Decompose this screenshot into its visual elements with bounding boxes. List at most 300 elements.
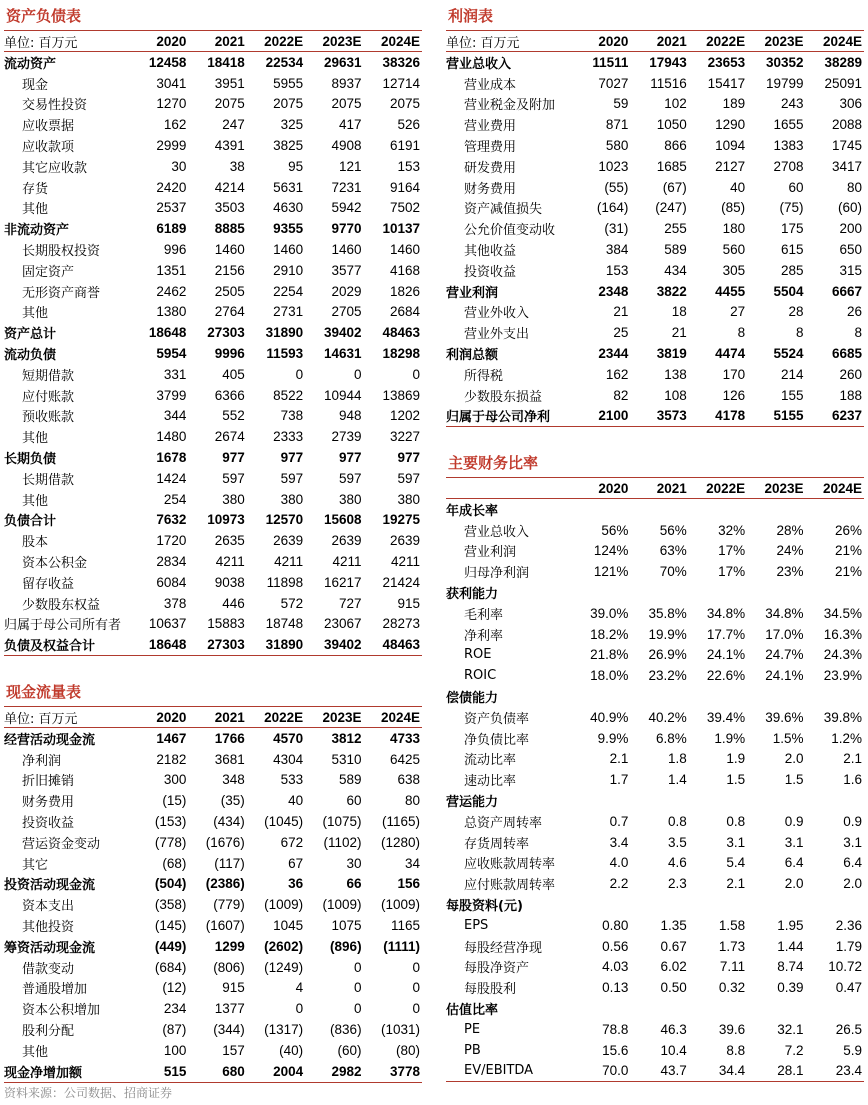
row-label: 每股净资产 bbox=[464, 961, 530, 977]
table-row bbox=[4, 874, 422, 895]
table-row bbox=[446, 541, 864, 562]
row-label: 营业总收入 bbox=[464, 524, 530, 540]
row-label: 其他收益 bbox=[464, 244, 517, 260]
value-cell: 11593 bbox=[266, 346, 304, 362]
value-cell: 16217 bbox=[324, 574, 362, 590]
value-cell: 0 bbox=[354, 980, 362, 996]
row-label: 营业利润 bbox=[446, 285, 499, 301]
value-cell: 157 bbox=[222, 1042, 245, 1058]
value-cell: 11511 bbox=[592, 54, 629, 70]
value-cell: 3503 bbox=[214, 200, 245, 216]
value-cell: 0.8 bbox=[726, 813, 746, 829]
value-cell: 2910 bbox=[273, 262, 304, 278]
value-cell: 23.4 bbox=[806, 1061, 864, 1082]
value-cell: 188 bbox=[839, 387, 862, 403]
value-cell: 4630 bbox=[273, 200, 304, 216]
value-cell: 2639 bbox=[273, 533, 304, 549]
table-row bbox=[446, 156, 864, 177]
value-cell: 580 bbox=[605, 138, 629, 154]
value-cell: 8522 bbox=[273, 387, 304, 403]
value-cell: (15) bbox=[162, 793, 187, 809]
row-label: 年成长率 bbox=[446, 503, 499, 519]
row-label: 归母净利润 bbox=[464, 566, 530, 582]
table-row bbox=[446, 218, 864, 239]
row-label: 少数股东权益 bbox=[22, 597, 101, 613]
row-label: 营业税金及附加 bbox=[464, 98, 556, 114]
value-cell: 180 bbox=[722, 221, 746, 237]
row-label: 留存收益 bbox=[22, 576, 75, 592]
value-cell: 80 bbox=[846, 179, 862, 195]
year-header: 2022E bbox=[247, 31, 305, 52]
year-header: 2024E bbox=[364, 31, 422, 52]
value-cell: 4570 bbox=[273, 730, 304, 746]
value-cell: (434) bbox=[213, 814, 245, 830]
row-label: 折旧摊销 bbox=[22, 774, 75, 790]
value-cell: 23067 bbox=[324, 616, 362, 632]
table-row bbox=[446, 936, 864, 957]
value-cell: 67 bbox=[288, 855, 304, 871]
value-cell bbox=[630, 499, 688, 520]
value-cell: 325 bbox=[280, 117, 304, 133]
value-cell: 1655 bbox=[773, 117, 804, 133]
row-label: 其他投资 bbox=[22, 920, 75, 936]
value-cell: 1270 bbox=[156, 96, 187, 112]
value-cell bbox=[747, 790, 805, 811]
table-row bbox=[4, 811, 422, 832]
table-row bbox=[446, 260, 864, 281]
value-cell: 10.4 bbox=[660, 1042, 687, 1058]
value-cell bbox=[572, 582, 630, 603]
row-label: 借款变动 bbox=[22, 961, 75, 977]
value-cell: 2420 bbox=[156, 179, 187, 195]
value-cell: 1380 bbox=[156, 304, 187, 320]
value-cell: (358) bbox=[154, 897, 187, 913]
row-label: 应付账款周转率 bbox=[464, 878, 556, 894]
value-cell: 40 bbox=[730, 179, 746, 195]
value-cell: 30 bbox=[171, 158, 187, 174]
row-label: 其他 bbox=[22, 306, 49, 322]
value-cell: 738 bbox=[280, 408, 304, 424]
value-cell bbox=[806, 686, 864, 707]
value-cell: 18.0% bbox=[590, 668, 629, 684]
year-header: 2020 bbox=[130, 31, 188, 52]
table-row bbox=[4, 322, 422, 343]
value-cell: 4211 bbox=[390, 554, 420, 570]
value-cell: 28.1 bbox=[747, 1061, 805, 1082]
row-label: ROIC bbox=[464, 668, 497, 684]
value-cell bbox=[747, 582, 805, 603]
cash-flow-panel bbox=[4, 676, 422, 1083]
value-cell: 3822 bbox=[656, 283, 687, 299]
value-cell: 1075 bbox=[331, 918, 362, 934]
value-cell: 2982 bbox=[305, 1061, 363, 1082]
value-cell: 108 bbox=[664, 387, 687, 403]
value-cell: 2348 bbox=[598, 283, 629, 299]
value-cell: 32% bbox=[718, 522, 746, 538]
value-cell: 200 bbox=[839, 221, 862, 237]
value-cell: 138 bbox=[664, 366, 687, 382]
value-cell: 1.5 bbox=[784, 772, 804, 788]
value-cell: 305 bbox=[722, 262, 746, 278]
value-cell: (68) bbox=[162, 855, 187, 871]
value-cell bbox=[747, 499, 805, 520]
value-cell: 0.50 bbox=[660, 980, 687, 996]
value-cell: 5955 bbox=[273, 75, 304, 91]
value-cell: 18648 bbox=[130, 634, 188, 655]
row-label: 营业成本 bbox=[464, 77, 517, 93]
value-cell: 3825 bbox=[273, 138, 304, 154]
row-label: 非流动资产 bbox=[4, 223, 70, 239]
value-cell: 95 bbox=[288, 158, 304, 174]
value-cell: 5.9 bbox=[843, 1042, 862, 1058]
row-label: 长期股权投资 bbox=[22, 244, 101, 260]
value-cell: 1.35 bbox=[660, 917, 687, 933]
value-cell: 3.1 bbox=[843, 834, 862, 850]
value-cell: 21% bbox=[834, 564, 862, 580]
value-cell: 597 bbox=[339, 470, 362, 486]
value-cell: 417 bbox=[339, 117, 362, 133]
row-label: 流动负债 bbox=[4, 348, 57, 364]
value-cell: 331 bbox=[163, 366, 187, 382]
value-cell: (117) bbox=[214, 855, 245, 871]
table-row bbox=[446, 561, 864, 582]
row-label: 每股股利 bbox=[464, 982, 517, 998]
table-row bbox=[446, 977, 864, 998]
value-cell: 589 bbox=[339, 772, 362, 788]
table-row bbox=[4, 364, 422, 385]
year-header: 2020 bbox=[572, 478, 630, 499]
year-header: 2020 bbox=[572, 31, 630, 52]
year-header: 2023E bbox=[747, 478, 805, 499]
value-cell: 5.4 bbox=[726, 855, 746, 871]
row-label: 投资活动现金流 bbox=[4, 878, 96, 894]
table-row bbox=[446, 94, 864, 115]
value-cell: 2999 bbox=[156, 138, 187, 154]
value-cell: (1102) bbox=[323, 834, 362, 850]
value-cell: 34 bbox=[404, 855, 420, 871]
value-cell: (67) bbox=[662, 179, 687, 195]
value-cell: 29631 bbox=[324, 54, 362, 70]
table-row bbox=[4, 728, 422, 749]
value-cell: (1165) bbox=[381, 814, 420, 830]
value-cell: 21424 bbox=[382, 574, 420, 590]
value-cell: (778) bbox=[154, 834, 187, 850]
value-cell: 234 bbox=[163, 1001, 187, 1017]
value-cell: 4733 bbox=[389, 730, 420, 746]
table-row bbox=[446, 790, 864, 811]
value-cell: 24.3% bbox=[823, 647, 862, 663]
value-cell: 21 bbox=[671, 325, 687, 341]
table-row bbox=[446, 406, 864, 427]
table-row bbox=[4, 260, 422, 281]
balance-sheet-panel bbox=[4, 0, 422, 656]
table-row bbox=[4, 614, 422, 635]
value-cell: 3.1 bbox=[784, 834, 804, 850]
value-cell: 7632 bbox=[156, 512, 187, 528]
table-row bbox=[446, 198, 864, 219]
value-cell: 38326 bbox=[382, 54, 420, 70]
value-cell: 3681 bbox=[214, 751, 245, 767]
table-row bbox=[4, 936, 422, 957]
value-cell: 6366 bbox=[214, 387, 245, 403]
table-header-row bbox=[4, 31, 422, 52]
value-cell: (449) bbox=[154, 938, 187, 954]
value-cell: (806) bbox=[213, 959, 245, 975]
value-cell: 2684 bbox=[389, 304, 420, 320]
value-cell: 12570 bbox=[265, 512, 304, 528]
table-row bbox=[4, 156, 422, 177]
table-row bbox=[4, 447, 422, 468]
value-cell: 2.1 bbox=[609, 751, 629, 767]
value-cell: 9.9% bbox=[597, 730, 629, 746]
table-header-row bbox=[446, 478, 864, 499]
ratios-title: 主要财务比率 bbox=[448, 454, 539, 472]
value-cell: 36 bbox=[288, 876, 304, 892]
value-cell: (1009) bbox=[380, 897, 420, 913]
table-row bbox=[4, 770, 422, 791]
value-cell: 3951 bbox=[214, 75, 245, 91]
value-cell bbox=[630, 582, 688, 603]
table-row bbox=[446, 811, 864, 832]
value-cell: 5942 bbox=[331, 200, 362, 216]
value-cell: 48463 bbox=[382, 325, 420, 341]
table-row bbox=[446, 645, 864, 666]
value-cell bbox=[630, 790, 688, 811]
value-cell: 43.7 bbox=[630, 1061, 688, 1082]
row-label: 利润总额 bbox=[446, 348, 499, 364]
value-cell: 0.47 bbox=[835, 980, 862, 996]
value-cell: 2333 bbox=[273, 429, 304, 445]
row-label: 资产总计 bbox=[4, 327, 57, 343]
value-cell: 18 bbox=[671, 304, 687, 320]
value-cell bbox=[747, 998, 805, 1019]
value-cell: 0.13 bbox=[602, 980, 629, 996]
value-cell: 1460 bbox=[273, 242, 304, 258]
year-header: 2021 bbox=[188, 707, 246, 728]
value-cell: 153 bbox=[605, 262, 629, 278]
table-row bbox=[446, 343, 864, 364]
row-label: 其他 bbox=[22, 202, 49, 218]
value-cell bbox=[806, 894, 864, 915]
value-cell bbox=[689, 998, 747, 1019]
table-row bbox=[446, 686, 864, 707]
value-cell: 6189 bbox=[156, 221, 187, 237]
value-cell: 3041 bbox=[156, 75, 187, 91]
value-cell: 3.1 bbox=[726, 834, 746, 850]
row-label: 归属于母公司所有者 bbox=[4, 618, 122, 634]
value-cell: 39.4% bbox=[706, 709, 746, 725]
row-label: 归属于母公司净利 bbox=[446, 406, 572, 427]
value-cell: (1009) bbox=[322, 897, 362, 913]
value-cell: 26% bbox=[834, 522, 862, 538]
value-cell: 1.5 bbox=[726, 772, 746, 788]
value-cell: 1.58 bbox=[718, 917, 746, 933]
value-cell: 18298 bbox=[382, 346, 420, 362]
row-label: 净利润 bbox=[22, 753, 62, 769]
row-label: 交易性投资 bbox=[22, 98, 88, 114]
value-cell: 10973 bbox=[207, 512, 245, 528]
value-cell: 126 bbox=[722, 387, 746, 403]
table-row bbox=[4, 915, 422, 936]
value-cell: 6.02 bbox=[660, 959, 687, 975]
value-cell: 0.32 bbox=[718, 980, 746, 996]
value-cell: 17% bbox=[718, 564, 746, 580]
year-header: 2021 bbox=[630, 478, 688, 499]
value-cell: 12714 bbox=[382, 75, 420, 91]
value-cell: 11516 bbox=[650, 75, 687, 91]
value-cell: 4474 bbox=[715, 346, 746, 362]
source-footer: 资料来源：公司数据、招商证券 bbox=[4, 1086, 173, 1100]
value-cell: 0.80 bbox=[602, 917, 629, 933]
value-cell: 18.2% bbox=[590, 626, 629, 642]
cash-flow-table bbox=[4, 706, 422, 1083]
value-cell: 8.74 bbox=[777, 959, 804, 975]
value-cell: 156 bbox=[397, 876, 420, 892]
balance-sheet-table bbox=[4, 30, 422, 656]
value-cell: 26 bbox=[846, 304, 862, 320]
value-cell: 1424 bbox=[156, 470, 187, 486]
value-cell: 8885 bbox=[214, 221, 245, 237]
table-row bbox=[4, 978, 422, 999]
row-label: 无形资产商誉 bbox=[22, 285, 101, 301]
value-cell: 589 bbox=[664, 242, 687, 258]
value-cell: 17% bbox=[718, 543, 746, 559]
year-header: 2024E bbox=[806, 31, 864, 52]
value-cell: 306 bbox=[839, 96, 862, 112]
row-label: 固定资产 bbox=[22, 264, 75, 280]
table-row bbox=[4, 218, 422, 239]
value-cell: (31) bbox=[604, 221, 629, 237]
value-cell: 3573 bbox=[630, 406, 688, 427]
value-cell: (1676) bbox=[205, 834, 245, 850]
table-row bbox=[446, 853, 864, 874]
value-cell: (85) bbox=[721, 200, 746, 216]
value-cell: 8 bbox=[737, 325, 746, 341]
row-label: 营业外收入 bbox=[464, 306, 530, 322]
row-label: 少数股东损益 bbox=[464, 389, 543, 405]
value-cell: 3778 bbox=[364, 1061, 422, 1082]
value-cell: 28% bbox=[776, 522, 804, 538]
value-cell bbox=[630, 686, 688, 707]
value-cell: 2705 bbox=[331, 304, 362, 320]
value-cell bbox=[689, 790, 747, 811]
value-cell: 39.0% bbox=[590, 605, 629, 621]
value-cell: 1766 bbox=[214, 730, 245, 746]
value-cell: 214 bbox=[781, 366, 804, 382]
value-cell: 7.11 bbox=[719, 959, 746, 975]
row-label: 管理费用 bbox=[464, 140, 517, 156]
value-cell: 3.4 bbox=[609, 834, 629, 850]
row-label: 资本公积金 bbox=[22, 556, 88, 572]
value-cell: 121% bbox=[593, 564, 629, 580]
value-cell: (35) bbox=[220, 793, 245, 809]
table-row bbox=[4, 343, 422, 364]
row-label: 投资收益 bbox=[464, 264, 517, 280]
value-cell: 915 bbox=[397, 595, 420, 611]
table-row bbox=[4, 114, 422, 135]
value-cell: (60) bbox=[837, 200, 862, 216]
value-cell bbox=[806, 582, 864, 603]
value-cell: 60 bbox=[788, 179, 804, 195]
value-cell: 1.5% bbox=[772, 730, 804, 746]
value-cell: 1299 bbox=[214, 938, 245, 954]
value-cell: 0.39 bbox=[777, 980, 804, 996]
row-label: 应付账款 bbox=[22, 389, 75, 405]
value-cell: 48463 bbox=[364, 634, 422, 655]
value-cell: 2708 bbox=[773, 158, 804, 174]
row-label: 营运资金变动 bbox=[22, 836, 101, 852]
row-label: 所得税 bbox=[464, 368, 504, 384]
value-cell: 5155 bbox=[747, 406, 805, 427]
value-cell: (1111) bbox=[383, 938, 420, 954]
value-cell: 34.8% bbox=[706, 605, 746, 621]
value-cell: (344) bbox=[213, 1022, 245, 1038]
value-cell: 59 bbox=[613, 96, 629, 112]
value-cell: 34.5% bbox=[823, 605, 862, 621]
value-cell: 1.2% bbox=[831, 730, 862, 746]
value-cell: (75) bbox=[779, 200, 804, 216]
row-label: 毛利率 bbox=[464, 607, 504, 623]
value-cell: 1351 bbox=[156, 262, 187, 278]
value-cell: 1480 bbox=[156, 429, 187, 445]
table-row bbox=[446, 1040, 864, 1061]
value-cell: 162 bbox=[163, 117, 187, 133]
value-cell: 615 bbox=[781, 242, 804, 258]
value-cell: 5954 bbox=[156, 346, 187, 362]
value-cell: 28 bbox=[788, 304, 804, 320]
value-cell: 2075 bbox=[273, 96, 304, 112]
value-cell: 2029 bbox=[331, 283, 362, 299]
value-cell: 1050 bbox=[656, 117, 687, 133]
value-cell bbox=[806, 998, 864, 1019]
value-cell: 0 bbox=[295, 1001, 304, 1017]
value-cell: 5310 bbox=[331, 751, 362, 767]
row-label: 其他 bbox=[22, 431, 49, 447]
value-cell: 23.2% bbox=[648, 668, 687, 684]
value-cell: 1.9% bbox=[714, 730, 746, 746]
year-header: 2022E bbox=[689, 31, 747, 52]
value-cell: 15608 bbox=[324, 512, 362, 528]
year-header: 2024E bbox=[806, 478, 864, 499]
value-cell: 0.9 bbox=[784, 813, 804, 829]
row-label: 净负债比率 bbox=[464, 732, 530, 748]
value-cell: 15.6 bbox=[602, 1042, 629, 1058]
value-cell: 19799 bbox=[766, 75, 804, 91]
row-label: 速动比率 bbox=[464, 774, 517, 790]
value-cell: 35.8% bbox=[648, 605, 687, 621]
value-cell: 15417 bbox=[707, 75, 746, 91]
value-cell: 446 bbox=[222, 595, 245, 611]
value-cell: 32.1 bbox=[777, 1021, 804, 1037]
value-cell: 2344 bbox=[598, 346, 629, 362]
value-cell: 996 bbox=[163, 242, 187, 258]
year-header: 2023E bbox=[747, 31, 805, 52]
value-cell: 977 bbox=[397, 450, 420, 466]
table-row bbox=[446, 707, 864, 728]
value-cell: 2731 bbox=[273, 304, 304, 320]
value-cell: 2.0 bbox=[784, 751, 804, 767]
income-statement-title: 利润表 bbox=[448, 7, 494, 25]
value-cell: 597 bbox=[397, 470, 420, 486]
row-label: 应收款项 bbox=[22, 140, 75, 156]
value-cell: 948 bbox=[339, 408, 362, 424]
value-cell: (164) bbox=[596, 200, 629, 216]
value-cell: 70.0 bbox=[572, 1061, 630, 1082]
value-cell: 0 bbox=[412, 366, 420, 382]
value-cell: 552 bbox=[222, 408, 245, 424]
value-cell: 40.9% bbox=[590, 709, 629, 725]
value-cell: 0 bbox=[412, 1001, 420, 1017]
